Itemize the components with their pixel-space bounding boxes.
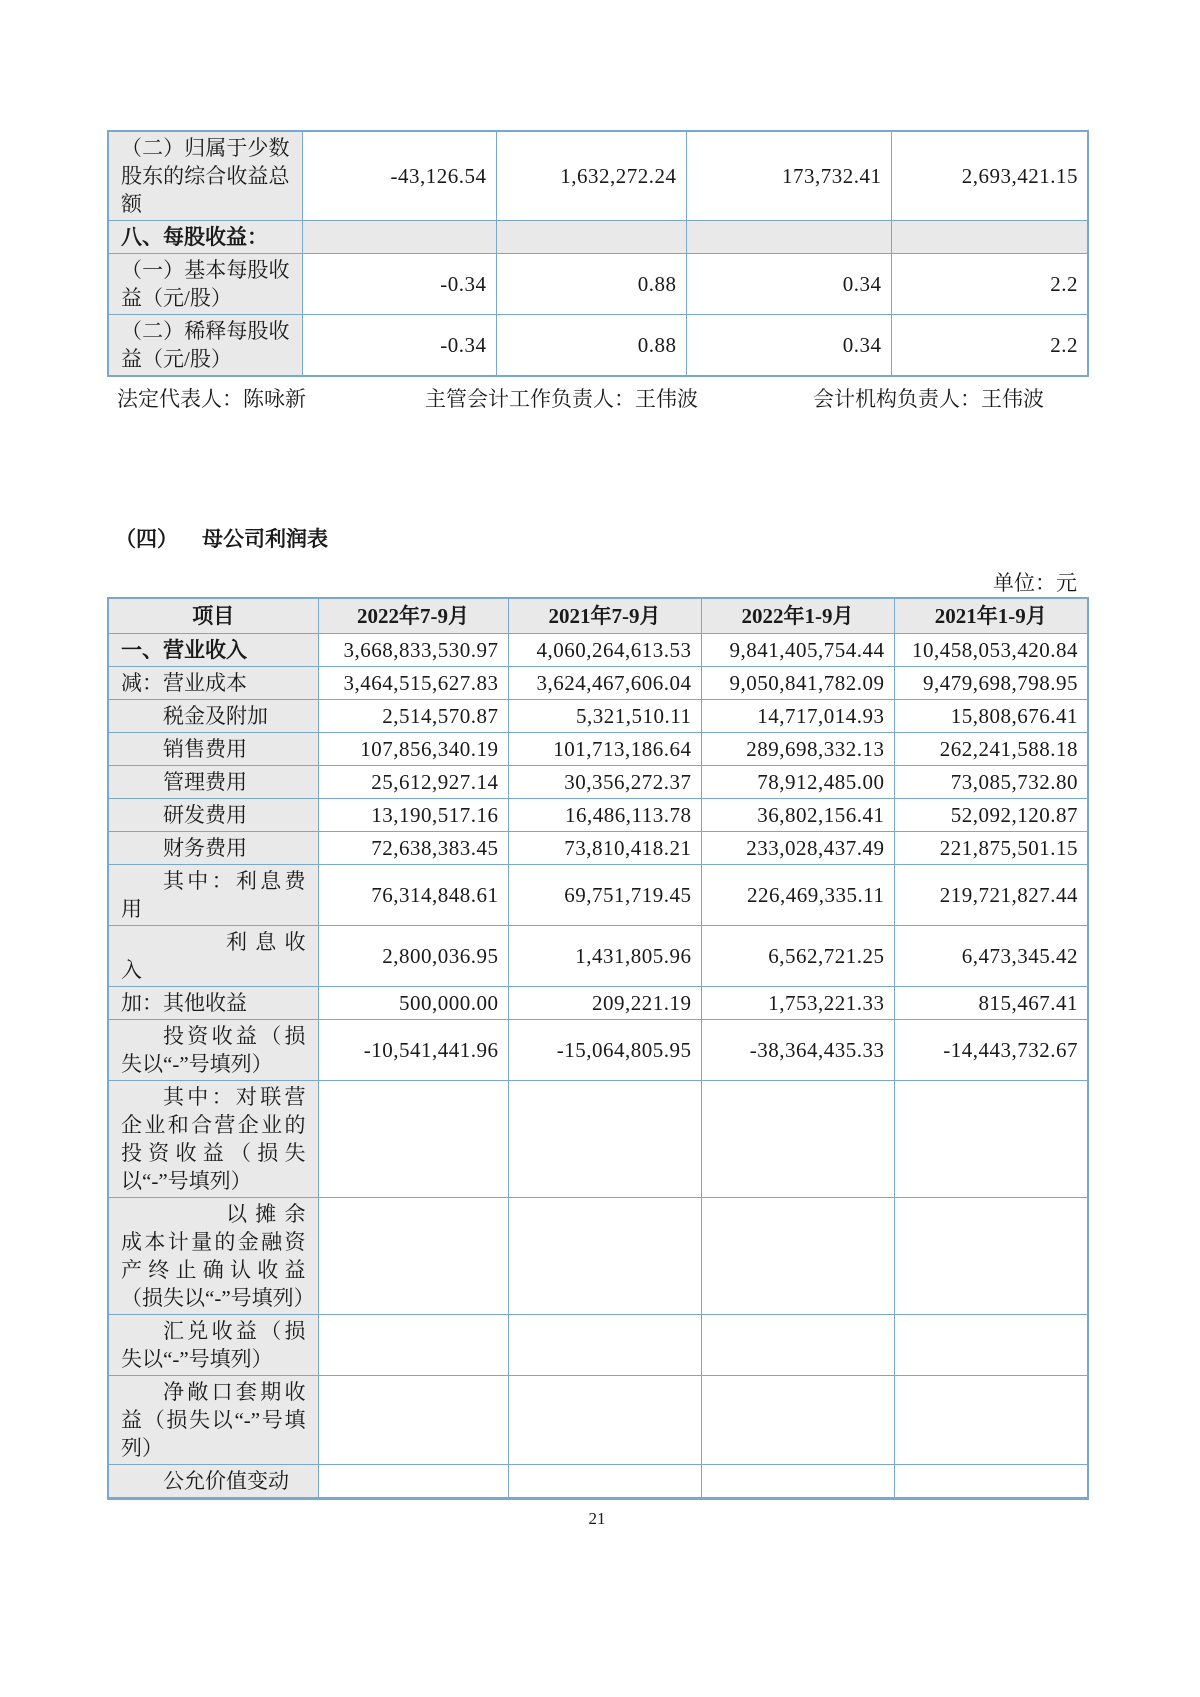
unit-label: 单位：元 (993, 571, 1077, 595)
cell-value: 6,473,345.42 (894, 926, 1088, 987)
legal-representative: 法定代表人：陈咏新 (117, 387, 306, 411)
cell-value: -38,364,435.33 (701, 1020, 894, 1081)
table-row (108, 766, 1088, 799)
cell-value (894, 1198, 1088, 1315)
table-row (108, 700, 1088, 733)
table-row (108, 926, 1088, 987)
cell-value: 500,000.00 (318, 987, 508, 1020)
cell-value: 10,458,053,420.84 (894, 634, 1088, 667)
cell-value: 72,638,383.45 (318, 832, 508, 865)
section-index: （四） (115, 527, 178, 551)
row-label: 以摊余成本计量的金融资产终止确认收益（损失以“-”号填列） (108, 1198, 318, 1315)
row-label: 其中：对联营企业和合营企业的投资收益（损失以“-”号填列） (108, 1081, 318, 1198)
cell-value: 0.88 (496, 315, 686, 377)
column-header: 2022年7-9月 (318, 598, 508, 634)
row-label: 其中：利息费用 (108, 865, 318, 926)
column-header: 2022年1-9月 (701, 598, 894, 634)
cell-value: 0.34 (686, 254, 891, 315)
cell-value: 5,321,510.11 (508, 700, 701, 733)
cell-value: 221,875,501.15 (894, 832, 1088, 865)
cell-value: 9,479,698,798.95 (894, 667, 1088, 700)
row-label: （一）基本每股收益（元/股） (108, 254, 302, 315)
cell-value (508, 1315, 701, 1376)
cell-value (318, 1198, 508, 1315)
table-row (108, 634, 1088, 667)
row-label: 减：营业成本 (108, 667, 318, 700)
cell-value: 1,431,805.96 (508, 926, 701, 987)
row-label: 研发费用 (108, 799, 318, 832)
row-label: 八、每股收益： (108, 221, 302, 254)
row-label: 净敞口套期收益（损失以“-”号填列） (108, 1376, 318, 1465)
row-label: 公允价值变动 (108, 1465, 318, 1499)
cell-value (701, 1376, 894, 1465)
cell-value (701, 1081, 894, 1198)
cell-value: 73,085,732.80 (894, 766, 1088, 799)
cell-value: 2,693,421.15 (891, 131, 1088, 221)
cell-value: -0.34 (302, 254, 496, 315)
accounting-chief: 主管会计工作负责人：王伟波 (425, 387, 698, 411)
cell-value (894, 1315, 1088, 1376)
cell-value: -0.34 (302, 315, 496, 377)
cell-value: -10,541,441.96 (318, 1020, 508, 1081)
cell-value: 1,753,221.33 (701, 987, 894, 1020)
cell-value (894, 1465, 1088, 1499)
cell-value: 9,050,841,782.09 (701, 667, 894, 700)
cell-value: 815,467.41 (894, 987, 1088, 1020)
table-row (108, 799, 1088, 832)
cell-value: -14,443,732.67 (894, 1020, 1088, 1081)
table-row (108, 1081, 1088, 1198)
row-label: 税金及附加 (108, 700, 318, 733)
cell-value: 6,562,721.25 (701, 926, 894, 987)
section-title (107, 523, 1087, 553)
cell-value (894, 1376, 1088, 1465)
row-label: 利息收入 (108, 926, 318, 987)
cell-value: 9,841,405,754.44 (701, 634, 894, 667)
cell-value (318, 1315, 508, 1376)
cell-value: 4,060,264,613.53 (508, 634, 701, 667)
table-row (108, 315, 1088, 377)
table-row (108, 1465, 1088, 1499)
cell-value (686, 221, 891, 254)
section-title-text: 母公司利润表 (202, 527, 328, 551)
cell-value (508, 1376, 701, 1465)
cell-value: 69,751,719.45 (508, 865, 701, 926)
table-row (108, 1198, 1088, 1315)
cell-value (318, 1081, 508, 1198)
cell-value (318, 1465, 508, 1499)
table-row (108, 1020, 1088, 1081)
table-row (108, 131, 1088, 221)
row-label: 销售费用 (108, 733, 318, 766)
cell-value: 15,808,676.41 (894, 700, 1088, 733)
cell-value: 0.88 (496, 254, 686, 315)
cell-value (318, 1376, 508, 1465)
cell-value (701, 1315, 894, 1376)
cell-value: 209,221.19 (508, 987, 701, 1020)
cell-value: 78,912,485.00 (701, 766, 894, 799)
accounting-org-head: 会计机构负责人：王伟波 (813, 387, 1044, 411)
cell-value: 289,698,332.13 (701, 733, 894, 766)
cell-value: 36,802,156.41 (701, 799, 894, 832)
cell-value: 101,713,186.64 (508, 733, 701, 766)
table-row (108, 987, 1088, 1020)
table-row (108, 221, 1088, 254)
cell-value: 76,314,848.61 (318, 865, 508, 926)
cell-value: 173,732.41 (686, 131, 891, 221)
table-row (108, 1315, 1088, 1376)
cell-value: 0.34 (686, 315, 891, 377)
table-row (108, 667, 1088, 700)
cell-value (508, 1465, 701, 1499)
row-label: 汇兑收益（损失以“-”号填列） (108, 1315, 318, 1376)
cell-value (701, 1465, 894, 1499)
row-label: （二）稀释每股收益（元/股） (108, 315, 302, 377)
column-header: 项目 (108, 598, 318, 634)
row-label: （二）归属于少数股东的综合收益总额 (108, 131, 302, 221)
cell-value: 262,241,588.18 (894, 733, 1088, 766)
cell-value: 25,612,927.14 (318, 766, 508, 799)
cell-value: 13,190,517.16 (318, 799, 508, 832)
cell-value: 1,632,272.24 (496, 131, 686, 221)
row-label: 财务费用 (108, 832, 318, 865)
table-row (108, 733, 1088, 766)
cell-value: 2,800,036.95 (318, 926, 508, 987)
cell-value (701, 1198, 894, 1315)
cell-value: 107,856,340.19 (318, 733, 508, 766)
cell-value (302, 221, 496, 254)
cell-value: 3,624,467,606.04 (508, 667, 701, 700)
cell-value: 16,486,113.78 (508, 799, 701, 832)
cell-value: 14,717,014.93 (701, 700, 894, 733)
header-row (108, 598, 1088, 634)
cell-value: 219,721,827.44 (894, 865, 1088, 926)
cell-value: 52,092,120.87 (894, 799, 1088, 832)
cell-value: 233,028,437.49 (701, 832, 894, 865)
cell-value: 3,464,515,627.83 (318, 667, 508, 700)
column-header: 2021年7-9月 (508, 598, 701, 634)
signature-line (107, 383, 1087, 413)
table-row (108, 865, 1088, 926)
page-number: 21 (588, 1509, 606, 1528)
table-row (108, 1376, 1088, 1465)
eps-table (107, 130, 1089, 377)
cell-value: 2.2 (891, 315, 1088, 377)
table-row (108, 832, 1088, 865)
row-label: 管理费用 (108, 766, 318, 799)
cell-value (496, 221, 686, 254)
cell-value (508, 1081, 701, 1198)
income-statement-table (107, 597, 1089, 1500)
table-row (108, 254, 1088, 315)
cell-value: 2,514,570.87 (318, 700, 508, 733)
row-label: 一、营业收入 (108, 634, 318, 667)
cell-value: 3,668,833,530.97 (318, 634, 508, 667)
cell-value: 226,469,335.11 (701, 865, 894, 926)
cell-value (894, 1081, 1088, 1198)
cell-value (508, 1198, 701, 1315)
cell-value: 2.2 (891, 254, 1088, 315)
column-header: 2021年1-9月 (894, 598, 1088, 634)
cell-value: -15,064,805.95 (508, 1020, 701, 1081)
row-label: 投资收益（损失以“-”号填列） (108, 1020, 318, 1081)
cell-value: 30,356,272.37 (508, 766, 701, 799)
cell-value (891, 221, 1088, 254)
cell-value: -43,126.54 (302, 131, 496, 221)
cell-value: 73,810,418.21 (508, 832, 701, 865)
row-label: 加：其他收益 (108, 987, 318, 1020)
